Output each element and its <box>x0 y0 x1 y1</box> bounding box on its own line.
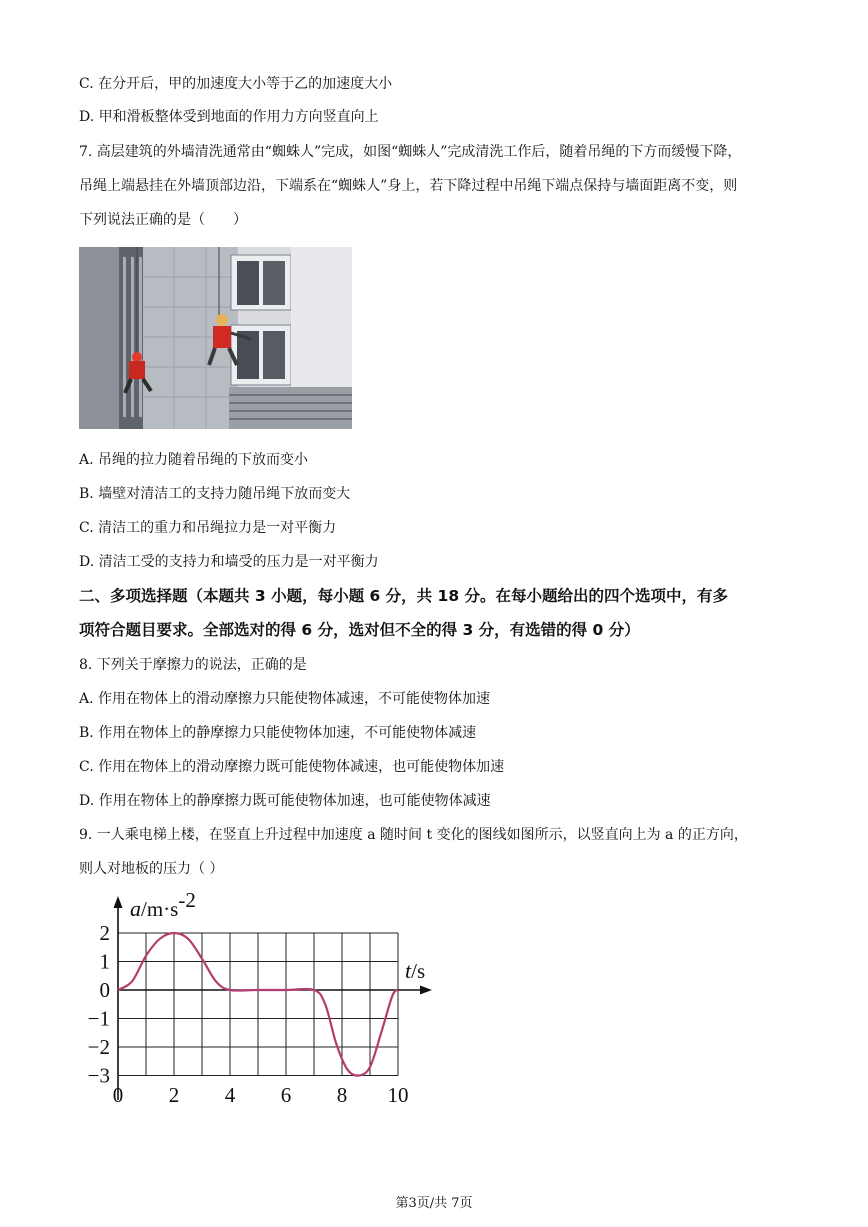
q9-stem-line-2: 则人对地板的压力（ ） <box>79 861 224 877</box>
q7-stem-line-3: 下列说法正确的是（ ） <box>79 212 247 228</box>
q7-option-d: D. 清洁工受的支持力和墙受的压力是一对平衡力 <box>79 554 379 570</box>
q8-stem: 8. 下列关于摩擦力的说法，正确的是 <box>79 657 307 673</box>
x-tick-label: 0 <box>112 1083 124 1107</box>
q9-stem-line-1: 9. 一人乘电梯上楼，在竖直上升过程中加速度 a 随时间 t 变化的图线如图所示，以竖直向上为 a 的正方向， <box>79 827 748 843</box>
q8-option-a: A. 作用在物体上的滑动摩擦力只能使物体减速，不可能使物体加速 <box>79 691 491 707</box>
spiderman-building-photo <box>79 247 352 429</box>
y-tick-label: 2 <box>99 921 110 945</box>
q7-option-c: C. 清洁工的重力和吊绳拉力是一对平衡力 <box>79 520 337 536</box>
y-tick-label: −2 <box>87 1035 110 1059</box>
section2-heading-line-1: 二、多项选择题（本题共 3 小题，每小题 6 分，共 18 分。在每小题给出的四个选项中，有多 <box>79 587 729 605</box>
q6-option-c: C. 在分开后，甲的加速度大小等于乙的加速度大小 <box>79 76 393 92</box>
q7-option-b: B. 墙壁对清洁工的支持力随吊绳下放而变大 <box>79 486 351 502</box>
x-tick-label: 6 <box>280 1083 292 1107</box>
x-tick-label: 4 <box>224 1083 236 1107</box>
x-tick-label: 2 <box>168 1083 180 1107</box>
y-tick-label: 0 <box>99 978 110 1002</box>
x-axis-label: t/s <box>405 958 426 983</box>
q7-option-a: A. 吊绳的拉力随着吊绳的下放而变小 <box>79 452 309 468</box>
q7-stem-line-2: 吊绳上端悬挂在外墙顶部边沿，下端系在“蜘蛛人”身上，若下降过程中吊绳下端点保持与墙面距离不变，则 <box>79 178 738 194</box>
q6-option-d: D. 甲和滑板整体受到地面的作用力方向竖直向上 <box>79 109 379 125</box>
q7-stem-line-1: 7. 高层建筑的外墙清洗通常由“蜘蛛人”完成，如图“蜘蛛人”完成清洗工作后，随着吊绳的下方而缓慢下降， <box>79 144 742 160</box>
section2-heading-line-2: 项符合题目要求。全部选对的得 6 分，选对但不全的得 3 分，有选错的得 0 分） <box>79 621 640 639</box>
y-tick-label: −1 <box>87 1006 110 1031</box>
chart-grid <box>118 933 398 1076</box>
acceleration-time-chart <box>78 892 438 1112</box>
x-axis-arrow-icon <box>420 986 432 995</box>
q8-option-d: D. 作用在物体上的静摩擦力既可能使物体加速，也可能使物体减速 <box>79 793 491 809</box>
q8-option-c: C. 作用在物体上的滑动摩擦力既可能使物体减速，也可能使物体加速 <box>79 759 505 775</box>
q8-option-b: B. 作用在物体上的静摩擦力只能使物体加速，不可能使物体减速 <box>79 725 477 741</box>
x-tick-label: 8 <box>336 1083 348 1107</box>
page-footer: 第3页/共 7页 <box>395 1196 473 1211</box>
y-axis-label: a/m·s-2 <box>130 892 196 921</box>
x-tick-label: 10 <box>387 1083 409 1107</box>
y-tick-label: 1 <box>99 949 110 974</box>
y-axis-arrow-icon <box>114 896 123 908</box>
y-tick-label: −3 <box>87 1063 110 1088</box>
